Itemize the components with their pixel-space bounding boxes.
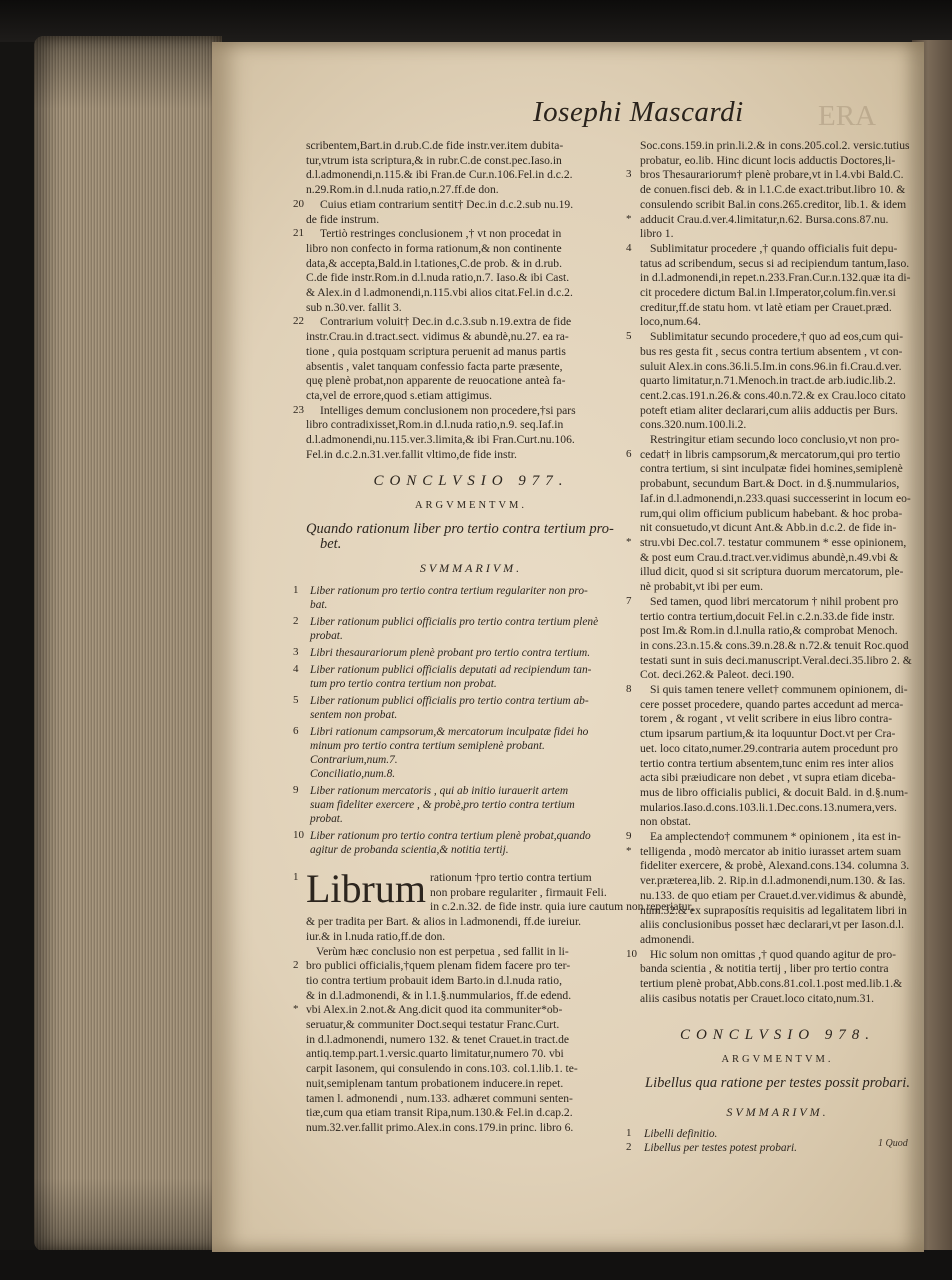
body-line: rationum †pro tertio contra tertium <box>429 870 592 884</box>
right-text-line: acta sibi præiudicare non debet , vt supra etiam diceba- <box>640 771 896 785</box>
argumentum-label: ARGVMENTVM. <box>721 1054 834 1066</box>
summarium-item: sentem non probat. <box>310 708 398 721</box>
margin-number: * <box>293 1003 299 1015</box>
right-text-line: probatur, eo.lib. Hinc dicunt locis adductis Doctores,li- <box>640 153 896 167</box>
fore-edge-shade <box>34 36 222 1251</box>
summarium-label: SVMMARIVM. <box>726 1104 829 1119</box>
running-header: Iosephi Mascardi <box>533 96 744 128</box>
right-text-line: suluit Alex.in cons.36.li.5.Im.in cons.96.in fi.Crau.d.ver. <box>640 359 902 373</box>
right-text-line: Sed tamen, quod libri mercatorum † nihil probent pro <box>650 594 899 608</box>
right-text-line: tertio contra tertium,docuit Fel.in c.2.n.33.de fide instr. <box>640 609 895 623</box>
body-line: antiq.temp.part.1.versic.quarto limitatur,numero 70. vbi <box>306 1047 564 1061</box>
text-line: scribentem,Bart.in d.rub.C.de fide instr.ver.item dubita- <box>306 139 564 152</box>
right-text-line: tertio contra tertium absentem,tunc enim res inter alios <box>640 756 894 770</box>
right-text-line: cedat† in libris campsorum,& mercatorum,qui pro tertio <box>640 447 901 461</box>
margin-number: 20 <box>293 198 304 210</box>
right-column <box>640 139 915 1155</box>
margin-number: 2 <box>293 615 299 627</box>
right-text-line: aliis casibus notatis per Crauet.loco citato,num.31. <box>640 991 875 1005</box>
summarium-label: SVMMARIVM. <box>419 561 523 576</box>
margin-number: * <box>626 213 632 225</box>
body-line: Verùm hæc conclusio non est perpetua , sed fallit in li- <box>316 944 569 958</box>
summarium-item: Libri rationum campsorum,& mercatorum inculpatæ fidei ho <box>310 725 589 738</box>
conclusio-question: bet. <box>320 535 342 552</box>
body-line: seruatur,& communiter Doct.sequi testatur Franc.Curt. <box>306 1018 560 1032</box>
summarium-item: Libri thesaurariorum plenè probant pro tertio contra tertium. <box>310 646 591 659</box>
right-text-line: testati sunt in suis deci.manuscript.Veral.deci.35.libro 2. & <box>640 653 912 667</box>
summarium-item: tum pro tertio contra tertium non probat. <box>310 677 497 690</box>
summarium-item: Liber rationum publici officialis pro tertio contra tertium plenè <box>310 615 599 628</box>
right-text-line: cent.2.cas.191.n.26.& cons.40.n.72.& ex Crau.loco citato <box>640 388 906 402</box>
right-text-line: telligenda , modò mercator ab initio iurasset artem suam <box>640 844 902 858</box>
margin-number: 5 <box>293 694 299 706</box>
margin-number: 8 <box>626 683 632 695</box>
body-line: carpit Iasonem, qui consulendo in cons.103. col.1.lib.1. te- <box>306 1062 578 1076</box>
text-line: n.29.Rom.in d.l.nuda ratio,n.27.ff.de don. <box>306 183 499 197</box>
body-line: num.32.ver.fallit primo.Alex.in cons.179.in princ. libro 6. <box>306 1120 574 1134</box>
right-text-line: in d.l.admonendi,in repet.n.233.Fran.Cur.n.132.quæ ita di- <box>640 271 911 285</box>
paragraph-line: tione , quia postquam scriptura peruenit ad manus partis <box>306 344 566 358</box>
right-text-line: uet. loco citato,numer.29.contraria autem procedunt pro <box>640 741 898 755</box>
conclusio-heading: CONCLVSIO 978. <box>679 1027 876 1044</box>
paragraph-line: instr.Crau.in d.tract.sect. vidimus & abundè,nu.27. ea ra- <box>306 330 569 344</box>
paragraph-line: Contrarium voluit† Dec.in d.c.3.sub n.19.extra de fide <box>320 315 572 329</box>
body-line: vbi Alex.in 2.not.& Ang.dicit quod ita communiter*ob- <box>306 1003 563 1017</box>
summarium-item: Contrarium,num.7. <box>310 753 398 766</box>
book-fore-edge <box>34 36 222 1251</box>
summarium-item: bat. <box>310 598 328 611</box>
paragraph-line: C.de fide instr.Rom.in d.l.nuda ratio,n.7. Iaso.& ibi Cast. <box>306 271 570 285</box>
right-text-line: Iaf.in d.l.admonendi,n.233.quasi successerint in locum eo- <box>640 491 911 505</box>
body-line: tamen l. admonendi , num.133. adhæret communi senten- <box>306 1091 573 1105</box>
margin-number: 2 <box>293 959 299 971</box>
margin-number: 4 <box>626 242 632 254</box>
right-text-line: de conuen.fisci deb. & in l.1.C.de exact.tribut.libro 10. & <box>640 183 906 197</box>
margin-number: 9 <box>293 784 299 796</box>
right-text-line: cit procedere dictum Bal.in l.Imperator,colum.fin.ver.si <box>640 286 896 300</box>
right-text-line: Hic solum non omittas ,† quod quando agitur de pro- <box>650 947 897 961</box>
drop-word: Librum <box>306 865 426 911</box>
summarium-item: minum pro tertio contra tertium semiplenè probant. <box>310 739 545 752</box>
right-text-line: loco,num.64. <box>640 315 701 329</box>
summarium-item: Liber rationum publici officialis deputati ad recipiendum tan- <box>310 663 592 676</box>
paragraph-line: data,& accepta,Bald.in l.tationes,C.de prob. & in d.rub. <box>306 256 562 270</box>
right-text-line: Sublimitatur secundo procedere,† quo ad eos,cum qui- <box>650 330 904 344</box>
conclusio-heading: CONCLVSIO 977. <box>373 473 569 490</box>
text-line: d.l.admonendi,n.115.& ibi Fran.de Cur.n.106.Fel.in d.c.2. <box>306 168 573 182</box>
right-text-line: torem , & rogant , vt velit scribere in eius libro contra- <box>640 712 893 726</box>
right-text-line: consulendo scribit Bal.in cons.265.creditor, lib.1. & idem <box>640 197 907 211</box>
summarium-item: Libellus per testes potest probari. <box>644 1142 798 1155</box>
conclusio-question: Libellus qua ratione per testes possit probari. <box>645 1074 910 1091</box>
argumentum-label: ARGVMENTVM. <box>414 500 528 512</box>
right-text-line: stru.vbi Dec.col.7. testatur communem * esse opinionem, <box>640 535 907 549</box>
paragraph-line: & Alex.in d l.admonendi,n.115.vbi alios citat.Fel.in d.c.2. <box>306 286 573 300</box>
margin-number: 3 <box>626 168 632 180</box>
right-text-line: Restringitur etiam secundo loco conclusio,vt non pro- <box>650 433 900 447</box>
right-text-line: rum,qui olim officium publicum habebant. & hoc proba- <box>640 506 903 520</box>
right-text-line: contra tertium, si sint inculpatæ fidei homines,semiplenè <box>640 462 903 476</box>
margin-number: 9 <box>626 830 632 842</box>
margin-number: * <box>626 536 632 548</box>
right-text-line: fideliter exercere, & probè, Alexand.cons.134. columna 3. <box>640 859 910 873</box>
margin-number: 3 <box>293 646 299 658</box>
margin-number: 1 <box>293 871 299 883</box>
right-text-line: cons.320.num.100.li.2. <box>640 418 747 432</box>
right-text-line: Cot. deci.262.& Paleot. deci.190. <box>640 668 795 682</box>
summarium-item: Liber rationum pro tertio contra tertium plenè probat,quando <box>310 829 591 842</box>
right-text-line: Sublimitatur procedere ,† quando officialis fuit depu- <box>650 241 898 255</box>
catchword: 1 Quod <box>878 1138 908 1149</box>
right-text-line: aliis conclusionibus posset hæc declarari,vt per Iason.d.l. <box>640 918 905 932</box>
paragraph-line: libro non confecto in forma rationum,& non continente <box>306 241 562 255</box>
right-text-line: Soc.cons.159.in prin.li.2.& in cons.205.col.2. versic.tutius <box>640 139 910 152</box>
summarium-item: Libelli definitio. <box>644 1128 718 1141</box>
paragraph-line: d.l.admonendi,nu.115.ver.3.limita,& ibi Fran.Curt.nu.106. <box>306 433 575 447</box>
margin-number: 1 <box>293 584 299 596</box>
right-text-line: cere posset procedere, quando partes accedunt ad merca- <box>640 697 904 711</box>
body-line: tio contra tertium probauit idem Barto.in d.l.nuda ratio, <box>306 973 562 987</box>
bleed-through-text: ERA <box>818 100 876 132</box>
right-text-line: adducit Crau.d.ver.4.limitatur,n.62. Bursa.cons.87.nu. <box>640 212 889 226</box>
margin-number: 4 <box>293 663 299 675</box>
right-text-line: libro 1. <box>640 227 674 241</box>
body-line: in c.2.n.32. de fide instr. quia iure cautum non reperiatur, <box>429 900 694 914</box>
margin-number: 2 <box>626 1141 632 1153</box>
summarium-item: agitur de probanda scientia,& notitia tertij. <box>310 843 509 856</box>
right-text-line: admonendi. <box>640 932 695 946</box>
paragraph-line: de fide instrum. <box>306 212 380 226</box>
summarium-item: Conciliatio,num.8. <box>310 767 396 780</box>
conclusio-question: Quando rationum liber pro tertio contra tertium pro- <box>306 520 614 537</box>
margin-number: 23 <box>293 404 304 416</box>
margin-number: 22 <box>293 315 304 327</box>
right-text-line: nè probabit,vt ibi per eum. <box>640 580 763 594</box>
paragraph-line: absentis , valet tanquam confessio facta parte præsente, <box>306 359 563 373</box>
text-line: tur,vtrum ista scriptura,& in rubr.C.de const.pec.Iaso.in <box>306 153 562 167</box>
right-text-line: probabunt, secundum Bart.& Doct. in d.§.nummularios, <box>640 477 900 491</box>
body-line: nuit,semiplenam tantum probationem inducere.in repet. <box>306 1076 564 1090</box>
right-text-line: banda scientia , & notitia tertij , liber pro tertio contra <box>640 962 889 976</box>
body-line: tiæ,cum qua etiam transit Ripa,num.130.& Fel.in d.cap.2. <box>306 1106 573 1120</box>
right-text-line: non obstat. <box>640 815 691 829</box>
summarium-item: probat. <box>310 812 343 825</box>
margin-number: 21 <box>293 227 304 239</box>
right-text-line: Ea amplectendo† communem * opinionem , ita est in- <box>650 830 901 844</box>
summarium-item: probat. <box>310 629 343 642</box>
right-text-line: bus res gesta fit , secus contra tertium absentem , vt con- <box>640 344 903 358</box>
right-text-line: quarto limitatur,n.71.Menoch.in tract.de arb.iudic.lib.2. <box>640 374 896 388</box>
right-text-line: ver.præterea,lib. 2. Rip.in d.l.admonendi,num.130. & Ias. <box>640 874 906 888</box>
margin-number: 10 <box>293 829 304 841</box>
right-text-line: in cons.23.n.15.& cons.39.n.28.& n.72.& tenuit Roc.quod <box>640 638 909 652</box>
body-line: & in d.l.admonendi, & in l.1.§.nummularios, ff.de edend. <box>306 988 572 1002</box>
right-text-line: nu.133. de quo etiam per Crauet.d.ver.vidimus & abundè, <box>640 888 907 902</box>
paragraph-line: Cuius etiam contrarium sentit† Dec.in d.c.2.sub nu.19. <box>320 197 574 211</box>
right-text-line: bros Thesaurariorum† plenè probare,vt in l.4.vbi Bald.C. <box>640 168 904 182</box>
margin-number: 7 <box>626 595 632 607</box>
right-text-line: poteft etiam aliter declarari,cum aliis adductis per Burs. <box>640 403 898 417</box>
summarium-item: suam fideliter exercere , & probè,pro tertio contra tertium <box>310 798 575 811</box>
summarium-item: Liber rationum mercatoris , qui ab initio iurauerit artem <box>310 784 569 797</box>
right-text-line: illud dicit, quod si sit scriptura duorum mercatorum, ple- <box>640 565 904 579</box>
margin-number: 6 <box>626 448 632 460</box>
body-line: in d.l.admonendi, numero 132. & tenet Crauet.in tract.de <box>306 1032 570 1046</box>
margin-number: * <box>626 845 632 857</box>
margin-number: 5 <box>626 330 632 342</box>
right-text-line: ctum ipsarum partium,& ita loquuntur Doct.vt per Cra- <box>640 727 896 741</box>
right-text-line: nit consuetudo,vt dicunt Ant.& Abb.in d.c.2. de fide in- <box>640 521 897 535</box>
right-text-line: post Im.& Rom.in d.l.nulla ratio,& comprobat Menoch. <box>640 624 898 638</box>
right-text-line: mularios.Iaso.d.cons.103.li.1.Dec.cons.13.numera,vers. <box>640 800 897 814</box>
body-line: non probare regulariter , firmauit Feli. <box>429 885 607 899</box>
paragraph-line: Fel.in d.c.2.n.31.ver.fallit vltimo,de fide instr. <box>306 447 517 461</box>
paragraph-line: sub n.30.ver. fallit 3. <box>306 300 402 314</box>
scan-background-bottom <box>0 1250 952 1280</box>
right-text-line: Si quis tamen tenere vellet† communem opinionem, di- <box>650 683 908 697</box>
summarium-item: Liber rationum pro tertio contra tertium regulariter non pro- <box>310 584 588 597</box>
right-text-line: tatus ad scribendum, secus si ad recipiendum tantum,Iaso. <box>640 256 910 270</box>
right-text-line: mus de libro officialis publici, & docuit Bald. in d.§.num- <box>640 785 909 799</box>
margin-number: 1 <box>626 1127 632 1139</box>
paragraph-line: Tertiò restringes conclusionem ,† vt non procedat in <box>320 227 562 241</box>
right-text-line: num.32.& ex supraposítis requisitis ad legalitatem libri in <box>640 903 907 917</box>
paragraph-line: Intelliges demum conclusionem non procedere,†si pars <box>320 403 576 417</box>
paragraph-line: quę plenè probat,non apparente de reuocatione anteà fa- <box>306 374 566 388</box>
summarium-item: Liber rationum publici officialis pro tertio contra tertium ab- <box>310 694 589 707</box>
body-line: & per tradita per Bart. & alios in l.admonendi, ff.de iureiur. <box>306 915 582 929</box>
margin-number: 10 <box>626 948 637 960</box>
right-text-line: creditur,ff.de statu hom. vt latè etiam per Crauet.præd. <box>640 300 892 314</box>
right-text-line: & post eum Crau.d.tract.ver.vidimus abundè,n.49.vbi & <box>640 550 899 564</box>
body-line: bro publici officialis,†quem plenam fidem facere pro ter- <box>306 959 571 973</box>
body-line: iur.& in l.nuda ratio,ff.de don. <box>306 929 446 943</box>
margin-number: 6 <box>293 725 299 737</box>
paragraph-line: cta,vel de errore,quod s.etiam attigimus. <box>306 388 493 402</box>
paragraph-line: libro contradixisset,Rom.in d.l.nuda ratio,n.9. seq.Iaf.in <box>306 418 564 432</box>
right-text-line: tertium plenè probat,Abb.cons.81.col.1.post med.lib.1.& <box>640 977 903 991</box>
